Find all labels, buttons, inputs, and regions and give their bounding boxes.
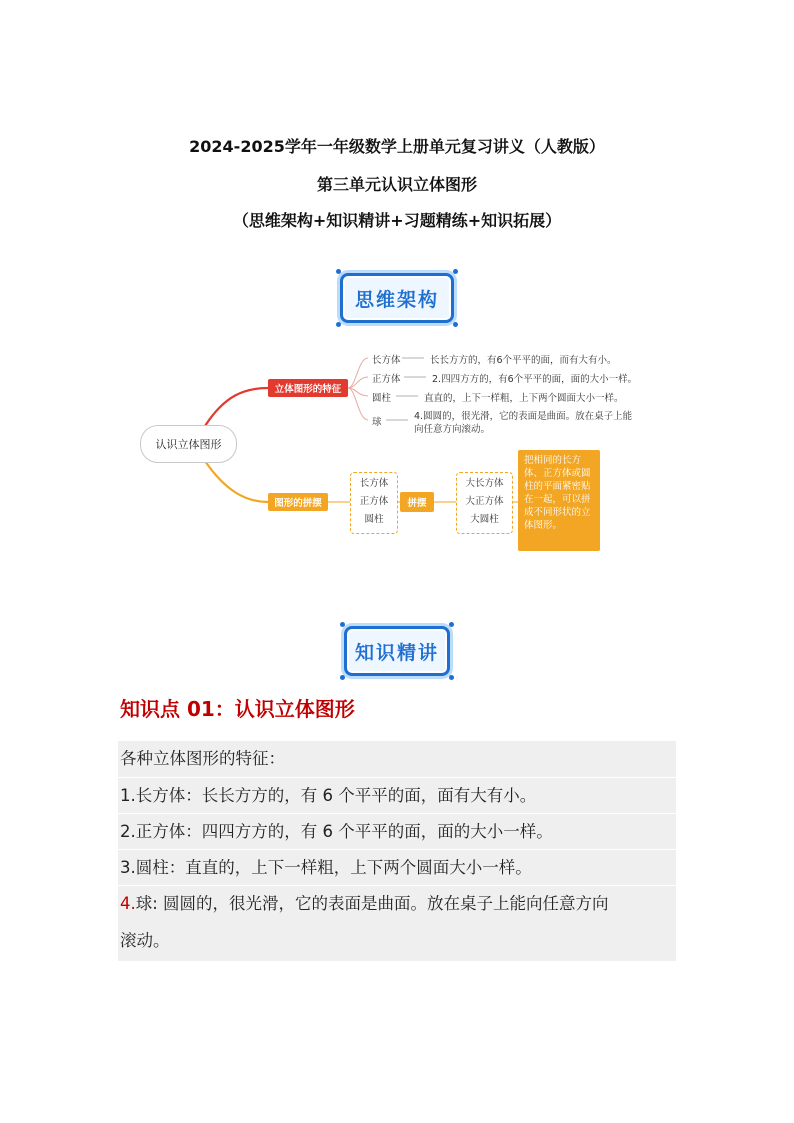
banner-corner-dot	[336, 322, 341, 327]
feature-desc: 长长方方的，有6个平平的面，而有大有小。	[430, 355, 617, 366]
knowledge-item	[120, 818, 553, 842]
banner-corner-dot	[340, 622, 345, 627]
knowledge-point-heading: 知识点 01：认识立体图形	[120, 697, 355, 721]
mind-map-root: 认识立体图形	[140, 425, 237, 463]
feature-name: 圆柱	[372, 393, 392, 404]
item-text: 圆柱：直直的，上下一样粗，上下两个圆面大小一样。	[135, 858, 532, 877]
row-divider	[118, 813, 676, 814]
row-divider	[118, 777, 676, 778]
item-text: 长方体：长长方方的，有 6 个平平的面，面有大有小。	[135, 786, 537, 805]
feature-desc: 向任意方向滚动。	[414, 424, 491, 435]
item-number: 1.	[120, 786, 136, 805]
unit-title: 第三单元认识立体图形	[316, 175, 477, 194]
item-number: 2.	[120, 822, 136, 841]
feature-name: 正方体	[372, 374, 401, 385]
feature-name: 长方体	[372, 355, 401, 366]
banner-corner-dot	[336, 269, 341, 274]
banner-corner-dot	[449, 622, 454, 627]
mind-map	[130, 340, 670, 570]
item-text: 正方体：四四方方的，有 6 个平平的面，面的大小一样。	[135, 822, 553, 841]
shape-item: 正方体	[359, 496, 389, 507]
knowledge-item	[120, 854, 532, 878]
knowledge-banner	[344, 626, 450, 676]
result-list	[456, 472, 513, 534]
shape-item: 长方体	[359, 478, 389, 489]
banner-corner-dot	[340, 675, 345, 680]
item-number: 3.	[120, 858, 136, 877]
result-item: 大圆柱	[470, 514, 499, 525]
feature-desc: 直直的，上下一样粗，上下两个圆面大小一样。	[424, 393, 624, 404]
feature-desc: 2.四四方方的，有6个平平的面，面的大小一样。	[432, 374, 638, 385]
feature-name: 球	[372, 417, 382, 428]
row-divider	[118, 849, 676, 850]
knowledge-item	[120, 890, 609, 914]
knowledge-banner-label: 知识精讲	[354, 641, 439, 664]
banner-corner-dot	[453, 322, 458, 327]
row-divider	[118, 885, 676, 886]
branch-assembly-label: 图形的拼摆	[268, 493, 328, 511]
document-title: 2024-2025学年一年级数学上册单元复习讲义（人教版）	[189, 137, 605, 156]
shape-item: 圆柱	[364, 514, 384, 525]
assembly-note: 把相同的长方体、正方体或圆柱的平面紧密贴在一起，可以拼成不同形状的立体图形。	[518, 450, 600, 551]
shape-list	[350, 472, 398, 534]
result-item: 大长方体	[465, 478, 504, 489]
section-subtitle: （思维架构+知识精讲+习题精练+知识拓展）	[232, 211, 562, 230]
banner-corner-dot	[449, 675, 454, 680]
result-item: 大正方体	[465, 496, 504, 507]
knowledge-item	[120, 782, 536, 806]
item-text: 球: 圆圆的，很光滑，它的表面是曲面。放在桌子上能向任意方向	[135, 894, 609, 913]
mindmap-banner-label: 思维架构	[354, 288, 439, 311]
assemble-node: 拼摆	[400, 492, 434, 512]
knowledge-intro: 各种立体图形的特征：	[120, 749, 285, 768]
item-number: 4.	[120, 894, 136, 913]
feature-desc: 4.圆圆的，很光滑，它的表面是曲面。放在桌子上能	[414, 411, 633, 422]
banner-corner-dot	[453, 269, 458, 274]
mindmap-banner	[340, 273, 454, 323]
knowledge-box	[118, 741, 676, 961]
branch-features-label: 立体图形的特征	[268, 379, 348, 397]
knowledge-item-continuation: 滚动。	[120, 931, 170, 950]
